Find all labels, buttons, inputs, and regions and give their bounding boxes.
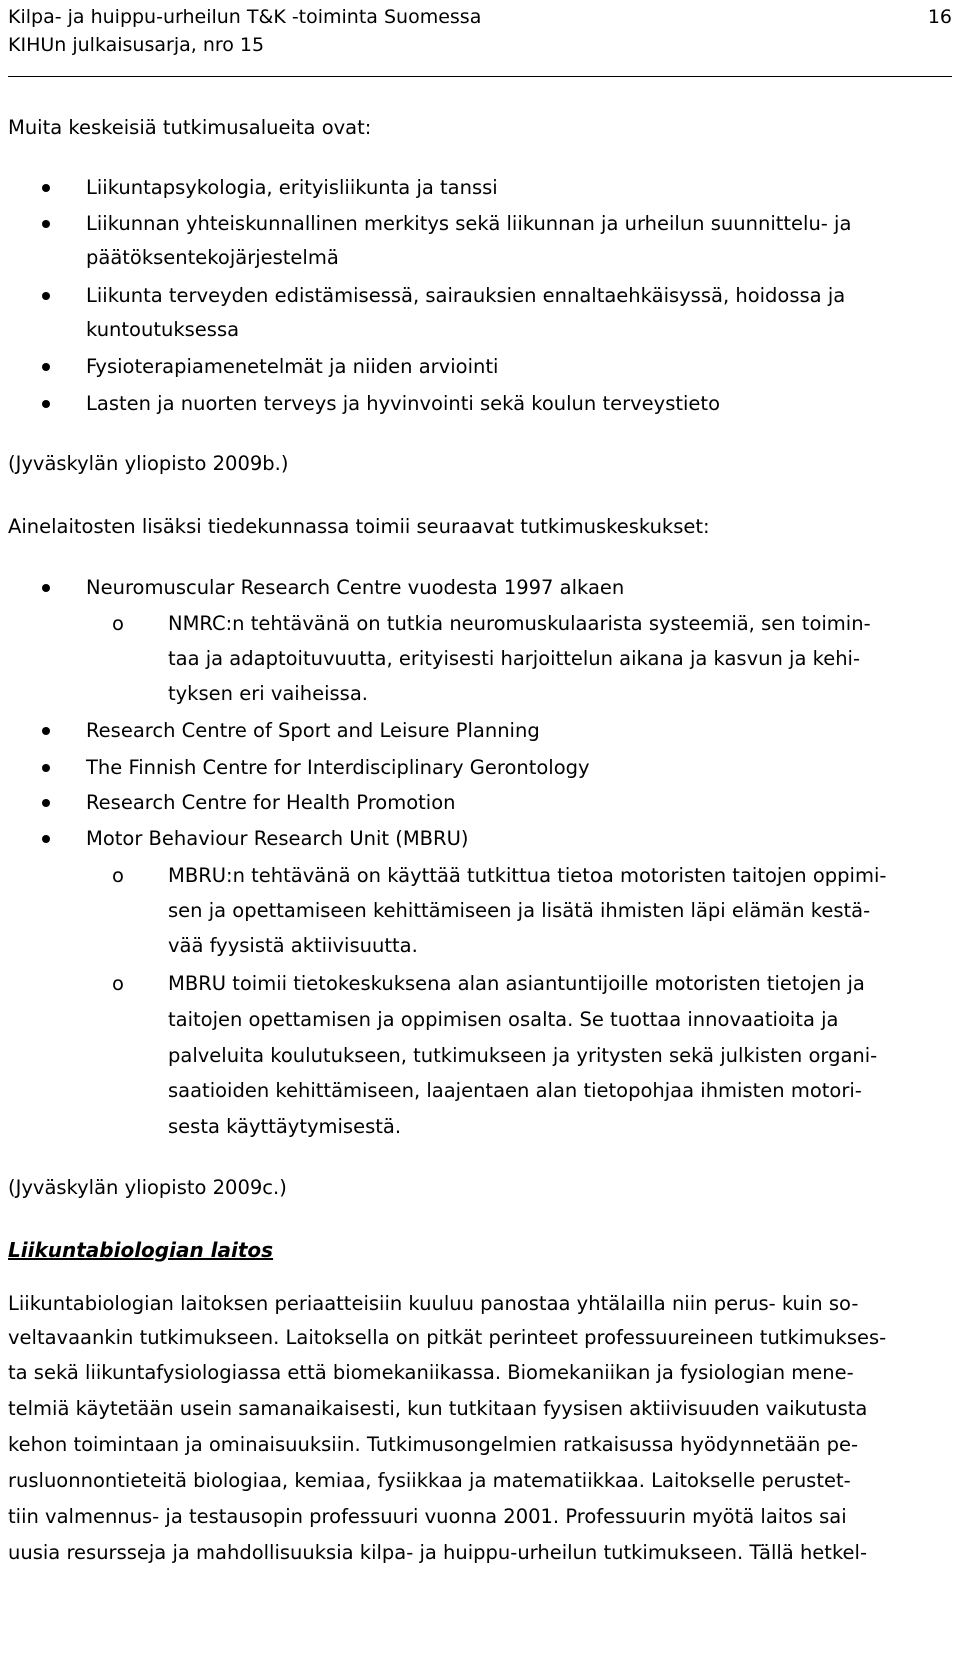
sub-item-text: palveluita koulutukseen, tutkimukseen ja yritysten sekä julkisten organi- bbox=[168, 1044, 878, 1067]
sub-item-text: tyksen eri vaiheissa. bbox=[168, 682, 368, 705]
header-rule bbox=[8, 76, 952, 77]
intro-text: Muita keskeisiä tutkimusalueita ovat: bbox=[8, 116, 372, 139]
list-item-text: Research Centre for Health Promotion bbox=[86, 791, 456, 814]
header-title: Kilpa- ja huippu-urheilun T&K -toiminta Suomessa bbox=[8, 6, 482, 28]
sub-item-text: MBRU toimii tietokeskuksena alan asiantuntijoille motoristen tietojen ja bbox=[168, 972, 865, 995]
body-line: telmiä käytetään usein samanaikaisesti, kun tutkitaan fyysisen aktiivisuuden vaikutusta bbox=[8, 1397, 868, 1420]
list-item-text: Liikunta terveyden edistämisessä, sairauksien ennaltaehkäisyssä, hoidossa ja bbox=[86, 284, 846, 307]
bullet-icon bbox=[42, 799, 50, 807]
body-line: kehon toimintaan ja ominaisuuksiin. Tutkimusongelmien ratkaisussa hyödynnetään pe- bbox=[8, 1433, 858, 1456]
bullet-icon bbox=[42, 835, 50, 843]
bullet-icon bbox=[42, 363, 50, 371]
reference-2: (Jyväskylän yliopisto 2009c.) bbox=[8, 1176, 287, 1199]
list-item-text: Liikuntapsykologia, erityisliikunta ja tanssi bbox=[86, 176, 498, 199]
sub-item-text: NMRC:n tehtävänä on tutkia neuromuskulaarista systeemiä, sen toimin- bbox=[168, 612, 871, 635]
page-header bbox=[8, 0, 952, 86]
list-item-text: Neuromuscular Research Centre vuodesta 1997 alkaen bbox=[86, 576, 625, 599]
sub-item-text: taitojen opettamisen ja oppimisen osalta. Se tuottaa innovaatioita ja bbox=[168, 1008, 839, 1031]
header-series: KIHUn julkaisusarja, nro 15 bbox=[8, 34, 265, 56]
bullet-icon bbox=[42, 184, 50, 192]
section-heading: Liikuntabiologian laitos bbox=[8, 1238, 274, 1262]
body-line: rusluonnontieteitä biologiaa, kemiaa, fysiikkaa ja matematiikkaa. Laitokselle perustet- bbox=[8, 1469, 851, 1492]
bullet-icon bbox=[42, 220, 50, 228]
list-item-text: Motor Behaviour Research Unit (MBRU) bbox=[86, 827, 469, 850]
reference-1: (Jyväskylän yliopisto 2009b.) bbox=[8, 452, 289, 475]
bullet-icon bbox=[42, 292, 50, 300]
sub-item-text: saatioiden kehittämiseen, laajentaen alan tietopohjaa ihmisten motori- bbox=[168, 1079, 862, 1102]
body-line: uusia resursseja ja mahdollisuuksia kilpa- ja huippu-urheilun tutkimukseen. Tällä hetkel- bbox=[8, 1541, 867, 1564]
circle-bullet-icon: o bbox=[112, 864, 124, 887]
list-item-text: Lasten ja nuorten terveys ja hyvinvointi sekä koulun terveystieto bbox=[86, 392, 720, 415]
body-line: ta sekä liikuntafysiologiassa että biomekaniikassa. Biomekaniikan ja fysiologian mene- bbox=[8, 1361, 854, 1384]
list-item-text: Liikunnan yhteiskunnallinen merkitys sekä liikunnan ja urheilun suunnittelu- ja bbox=[86, 212, 852, 235]
circle-bullet-icon: o bbox=[112, 972, 124, 995]
centers-intro: Ainelaitosten lisäksi tiedekunnassa toimii seuraavat tutkimuskeskukset: bbox=[8, 515, 710, 538]
bullet-icon bbox=[42, 727, 50, 735]
body-line: tiin valmennus- ja testausopin professuuri vuonna 2001. Professuurin myötä laitos sai bbox=[8, 1505, 847, 1528]
bullet-icon bbox=[42, 400, 50, 408]
sub-item-text: vää fyysistä aktiivisuutta. bbox=[168, 934, 418, 957]
circle-bullet-icon: o bbox=[112, 612, 124, 635]
list-item-text: Research Centre of Sport and Leisure Planning bbox=[86, 719, 540, 742]
list-item-text: kuntoutuksessa bbox=[86, 318, 240, 341]
bullet-icon bbox=[42, 764, 50, 772]
list-item-text: päätöksentekojärjestelmä bbox=[86, 246, 339, 269]
page-number: 16 bbox=[927, 6, 952, 28]
body-line: veltavaankin tutkimukseen. Laitoksella on pitkät perinteet professuureineen tutkimukses- bbox=[8, 1326, 887, 1349]
sub-item-text: taa ja adaptoituvuutta, erityisesti harjoittelun aikana ja kasvun ja kehi- bbox=[168, 647, 861, 670]
sub-item-text: sesta käyttäytymisestä. bbox=[168, 1115, 402, 1138]
list-item-text: Fysioterapiamenetelmät ja niiden arviointi bbox=[86, 355, 499, 378]
sub-item-text: MBRU:n tehtävänä on käyttää tutkittua tietoa motoristen taitojen oppimi- bbox=[168, 864, 887, 887]
bullet-icon bbox=[42, 584, 50, 592]
list-item-text: The Finnish Centre for Interdisciplinary Gerontology bbox=[86, 756, 590, 779]
body-line: Liikuntabiologian laitoksen periaatteisiin kuuluu panostaa yhtälailla niin perus- kuin so- bbox=[8, 1292, 859, 1315]
sub-item-text: sen ja opettamiseen kehittämiseen ja lisätä ihmisten läpi elämän kestä- bbox=[168, 899, 871, 922]
